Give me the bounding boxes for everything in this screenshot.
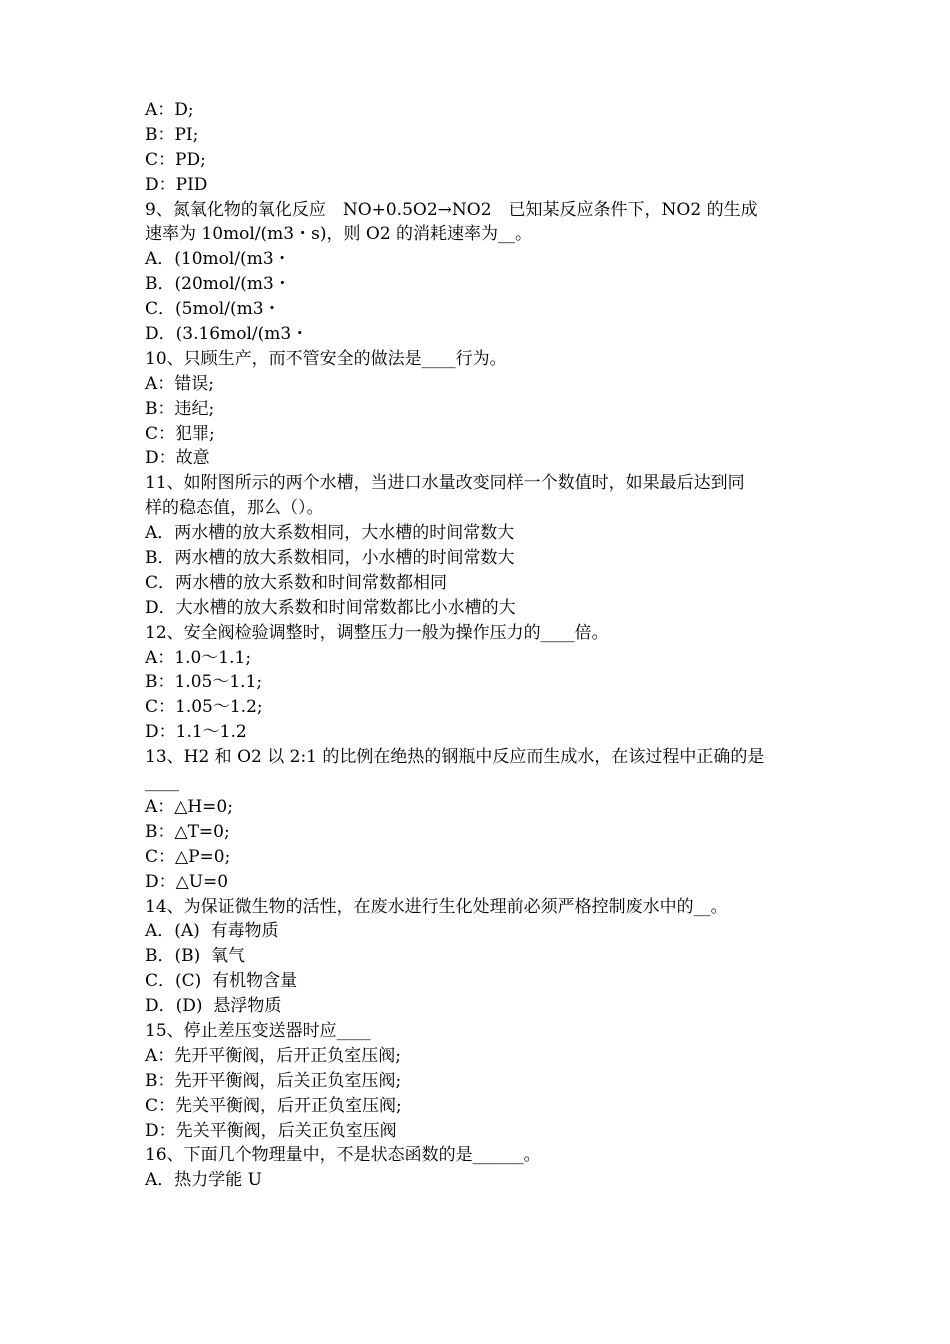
option-line: C．两水槽的放大系数和时间常数都相同 bbox=[145, 572, 448, 593]
option-line: A：D; bbox=[145, 100, 194, 120]
option-line: D．大水槽的放大系数和时间常数都比小水槽的大 bbox=[145, 597, 516, 618]
option-line: A：1.0～1.1; bbox=[145, 647, 252, 668]
option-line: D：△U=0 bbox=[145, 871, 229, 892]
question-15: 15、停止差压变送器时应____ bbox=[145, 1020, 371, 1041]
option-line: A．热力学能 U bbox=[145, 1170, 263, 1191]
option-line: D．(3.16mol/(m3・ bbox=[145, 324, 309, 345]
option-line: B：△T=0; bbox=[145, 821, 230, 842]
option-line: C．(C) 有机物含量 bbox=[145, 971, 298, 992]
option-line: A：错误; bbox=[145, 373, 215, 394]
option-line: B：PI; bbox=[145, 124, 199, 145]
question-11: 11、如附图所示的两个水槽，当进口水量改变同样一个数值时，如果最后达到同 bbox=[145, 473, 745, 494]
option-line: C：1.05～1.2; bbox=[145, 697, 263, 718]
question-text-block bbox=[145, 98, 815, 1193]
option-line: C：先关平衡阀，后开正负室压阀; bbox=[145, 1095, 402, 1116]
option-line: D：PID bbox=[145, 174, 208, 195]
question-12: 12、安全阀检验调整时，调整压力一般为操作压力的____倍。 bbox=[145, 622, 609, 643]
option-line: A．两水槽的放大系数相同，大水槽的时间常数大 bbox=[145, 523, 515, 544]
option-line: B：违纪; bbox=[145, 398, 215, 419]
option-line: B．两水槽的放大系数相同，小水槽的时间常数大 bbox=[145, 548, 515, 569]
question-14: 14、为保证微生物的活性，在废水进行生化处理前必须严格控制废水中的__。 bbox=[145, 896, 728, 917]
question-16: 16、下面几个物理量中，不是状态函数的是______。 bbox=[145, 1145, 541, 1166]
option-line: D：1.1～1.2 bbox=[145, 722, 247, 743]
option-line: B．(20mol/(m3・ bbox=[145, 274, 291, 295]
option-line: C：PD; bbox=[145, 149, 206, 170]
option-line: A．(A) 有毒物质 bbox=[145, 921, 279, 942]
option-line: C：犯罪; bbox=[145, 423, 215, 444]
option-line: B．(B) 氧气 bbox=[145, 946, 246, 967]
option-line: B：先开平衡阀，后关正负室压阀; bbox=[145, 1070, 402, 1091]
option-line: C．(5mol/(m3・ bbox=[145, 299, 281, 320]
option-line: A：先开平衡阀，后开正负室压阀; bbox=[145, 1045, 402, 1066]
question-10: 10、只顾生产，而不管安全的做法是____行为。 bbox=[145, 348, 507, 369]
option-line: D．(D) 悬浮物质 bbox=[145, 996, 282, 1017]
option-line: D：故意 bbox=[145, 448, 210, 469]
option-line: A．(10mol/(m3・ bbox=[145, 249, 291, 270]
question-11-cont: 样的稳态值，那么（）。 bbox=[145, 498, 324, 519]
option-line: D：先关平衡阀，后关正负室压阀 bbox=[145, 1120, 397, 1141]
question-9-cont: 速率为 10mol/(m3・s)，则 O2 的消耗速率为__。 bbox=[145, 224, 533, 245]
question-9: 9、氮氧化物的氧化反应 NO+0.5O2→NO2 已知某反应条件下，NO2 的生成 bbox=[145, 199, 758, 220]
option-line: B：1.05～1.1; bbox=[145, 672, 263, 693]
option-line: C：△P=0; bbox=[145, 846, 231, 867]
question-13-cont: ____ bbox=[145, 772, 179, 793]
option-line: A：△H=0; bbox=[145, 796, 233, 817]
question-13: 13、H2 和 O2 以 2:1 的比例在绝热的钢瓶中反应而生成水，在该过程中正确的是 bbox=[145, 747, 765, 768]
